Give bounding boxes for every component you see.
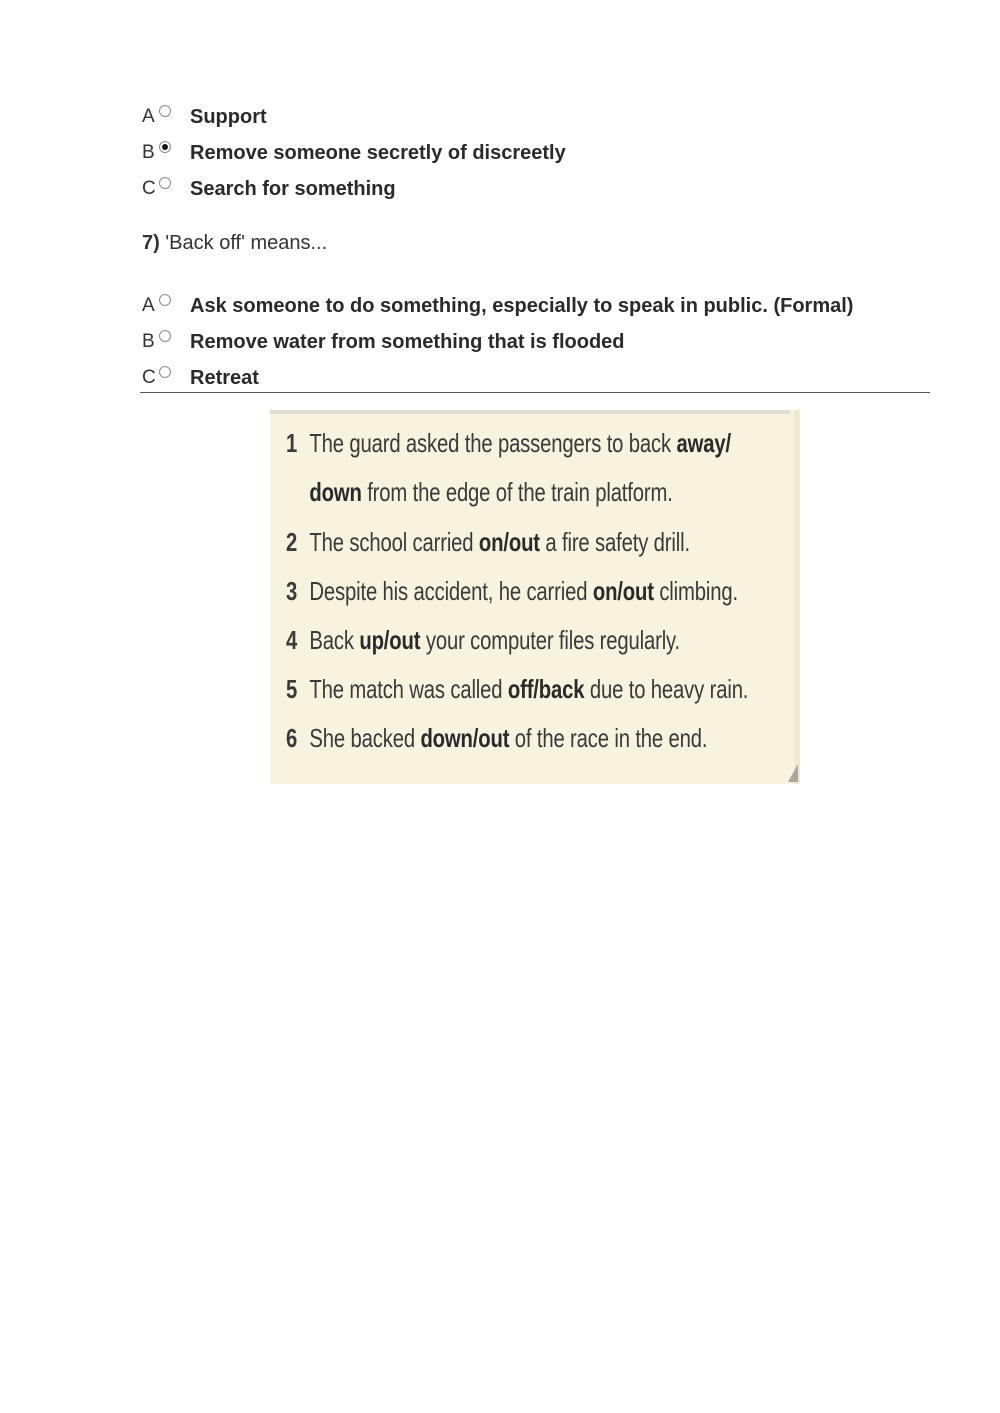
item-number: 5 — [286, 674, 298, 704]
radio-button[interactable] — [159, 330, 171, 342]
option-letter: A — [142, 295, 155, 316]
radio-button[interactable] — [159, 177, 171, 189]
option-label: Retreat — [190, 367, 259, 389]
option-label: Ask someone to do something, especially to speak in public. (Formal) — [190, 295, 854, 317]
exercise-image — [270, 410, 800, 784]
item-choice: off/back — [507, 674, 585, 704]
item-number: 2 — [286, 527, 298, 557]
option-c[interactable] — [142, 360, 942, 396]
item-number: 3 — [286, 576, 298, 606]
item-choice: on/out — [478, 527, 540, 557]
question-7 — [142, 232, 327, 255]
item-choice: down/out — [420, 723, 510, 753]
option-label: Remove water from something that is flooded — [190, 331, 625, 353]
exercise-item-3 — [286, 576, 738, 607]
item-text: due to heavy rain. — [584, 674, 749, 704]
option-c[interactable] — [142, 171, 942, 207]
option-letter: C — [142, 178, 156, 199]
radio-button[interactable] — [159, 366, 171, 378]
item-text: of the race in the end. — [509, 723, 708, 753]
divider — [140, 392, 930, 393]
option-b[interactable] — [142, 324, 942, 360]
question-7-options — [142, 288, 942, 396]
item-number: 6 — [286, 723, 298, 753]
item-number: 1 — [286, 428, 298, 458]
item-choice: up/out — [359, 625, 421, 655]
item-text: Despite his accident, he carried — [309, 576, 593, 606]
prev-question-options — [142, 99, 942, 207]
radio-button-selected[interactable] — [159, 141, 171, 153]
option-letter: C — [142, 367, 156, 388]
radio-button[interactable] — [159, 105, 171, 117]
item-text: a fire safety drill. — [539, 527, 690, 557]
question-text: 'Back off' means... — [165, 232, 328, 254]
image-border-top — [270, 410, 790, 414]
option-a[interactable] — [142, 99, 942, 135]
option-letter: B — [142, 331, 155, 352]
item-text: The school carried — [309, 527, 479, 557]
item-choice: down — [309, 477, 362, 507]
item-number: 4 — [286, 625, 298, 655]
item-choice: away/ — [676, 428, 731, 458]
option-label: Support — [190, 106, 267, 128]
option-label: Remove someone secretly of discreetly — [190, 142, 566, 164]
resize-corner-icon — [788, 764, 798, 782]
question-number: 7) — [142, 232, 160, 254]
radio-button[interactable] — [159, 294, 171, 306]
exercise-item-4 — [286, 625, 680, 656]
item-text: The match was called — [309, 674, 508, 704]
exercise-item-6 — [286, 723, 707, 754]
item-text: Back — [309, 625, 360, 655]
item-text: from the edge of the train platform. — [361, 477, 673, 507]
option-a[interactable] — [142, 288, 942, 324]
exercise-item-2 — [286, 527, 690, 558]
item-text: The guard asked the passengers to back — [309, 428, 677, 458]
item-text: She backed — [309, 723, 421, 753]
option-label: Search for something — [190, 178, 396, 200]
item-text: your computer files regularly. — [420, 625, 681, 655]
item-choice: on/out — [592, 576, 654, 606]
item-text: climbing. — [653, 576, 738, 606]
option-letter: B — [142, 142, 155, 163]
option-b[interactable] — [142, 135, 942, 171]
exercise-item-1-cont — [286, 477, 673, 508]
image-border-right — [794, 410, 800, 784]
exercise-item-1 — [286, 428, 731, 459]
option-letter: A — [142, 106, 155, 127]
exercise-item-5 — [286, 674, 748, 705]
